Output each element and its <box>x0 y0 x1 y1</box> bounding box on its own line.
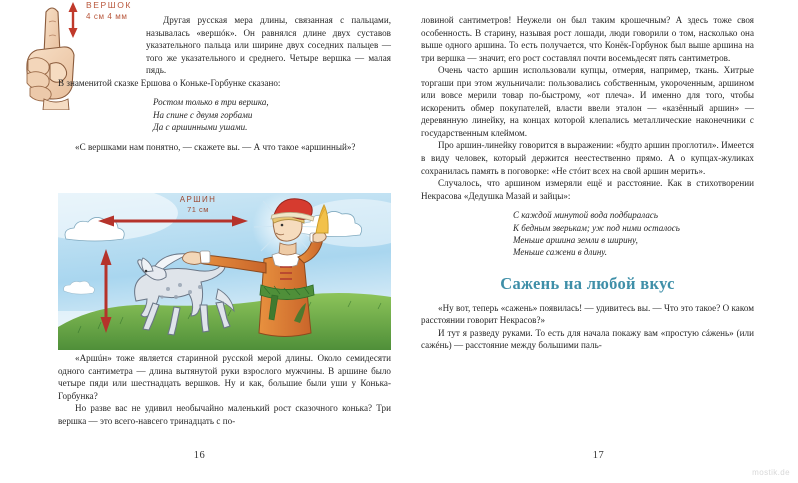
paragraph: В знаменитой сказке Ершова о Коньке-Горбунке сказано: <box>58 77 281 88</box>
paragraph: И тут я разведу руками. То есть для начала покажу вам «простую сáжень» (или сажéнь) — расстояние между большими паль- <box>421 327 754 351</box>
verse-line: Да с аршинными ушами. <box>153 122 248 133</box>
arshin-scene-image <box>58 193 391 350</box>
vershok-label-value: 4 см 4 мм <box>86 12 128 21</box>
arshin-illustration <box>58 193 391 350</box>
verse-line: К бедным зверькам; уж под ними осталось <box>513 222 680 233</box>
paragraph: Очень часто аршин использовали купцы, отмеряя, например, ткань. Хитрые торгаши при этом жульничали: пользовались собственным, укороченным, аршином или вовсе мерили товар по-быстрому, «от плеча». И именно для того, чтобы искоренить обмер покупателей, власти ввели эталон — «казённый аршин» — деревянную линейку, на концах которой клепались металлические наконечники с государственным клеймом. <box>421 65 754 138</box>
paragraph: ловиной сантиметров! Неужели он был таким крошечным? А здесь тоже своя особенность. В старину, называя рост лошади, люди говорили о том, насколько она выше одного аршина. То есть получается, что Конёк-Горбунок был выше аршина на три вершка — значит, его рост составлял почти восемьдесят пять сантиметров. <box>421 15 754 63</box>
paragraph: «С вершками нам понятно, — скажете вы. — А что такое «аршинный»? <box>75 141 356 152</box>
paragraph: «Ну вот, теперь «сажень» появилась! — удивитесь вы. — Что это такое? О каком расстоянии говорит Некрасов?» <box>421 302 754 326</box>
page-number-left: 16 <box>193 450 206 461</box>
paragraph: Случалось, что аршином измеряли ещё и расстояние. Как в стихотворении Некрасова «Дедушка Мазай и зайцы»: <box>421 178 754 201</box>
right-text-column <box>421 14 754 352</box>
verse-line: На спине с двумя горбами <box>153 109 253 120</box>
right-page <box>399 0 798 483</box>
page-number-right: 17 <box>592 450 605 461</box>
left-text-column <box>58 14 391 153</box>
verse-line: С каждой минутой вода подбиралась <box>513 210 658 221</box>
arshin-label-value: 71 см <box>187 205 209 214</box>
left-bottom-text <box>58 352 391 427</box>
watermark: mostik.de <box>752 468 790 477</box>
hand-image-text-wrap <box>58 14 146 69</box>
paragraph: «Аршúн» тоже является старинной русской мерой длины. Около семидесяти одного сантиметра — длина вытянутой руки взрослого мужчины. В аршине было четыре пяди или шестнадцать вершков. Ну и как, большие были уши у Конька-Горбунка? <box>58 353 391 401</box>
vershok-label-title: ВЕРШОК <box>86 0 132 10</box>
arshin-label <box>153 195 243 215</box>
paragraph: Про аршин-линейку говорится в выражении: «будто аршин проглотил». Имеется в виду человек, который держится неестественно прямо. А о купцах-жуликах сохранилась память в поговорке: «Не стóит всех на свой аршин мерить». <box>421 140 754 176</box>
paragraph: Но разве вас не удивил необычайно маленький рост сказочного конька? Три вершка — это всего-навсего тринадцать с по- <box>58 403 391 426</box>
verse-ershov <box>58 96 391 133</box>
section-heading: Сажень на любой вкус <box>500 273 675 293</box>
arshin-label-title: АРШИН <box>179 195 217 204</box>
verse-line: Меньше аршина земли в ширину, <box>513 235 638 246</box>
paragraph: Другая русская мера длины, связанная с пальцами, называлась «вершóк». Он равнялся длине двух суставов указательного пальца или ширине двух соседних пальцев — того же указательного и среднего. Четыре вершка — малая пядь. <box>146 15 391 76</box>
verse-line: Ростом только в три вершка, <box>153 97 269 108</box>
verse-line: Меньше сажени в длину. <box>513 247 607 258</box>
verse-nekrasov <box>421 209 754 259</box>
